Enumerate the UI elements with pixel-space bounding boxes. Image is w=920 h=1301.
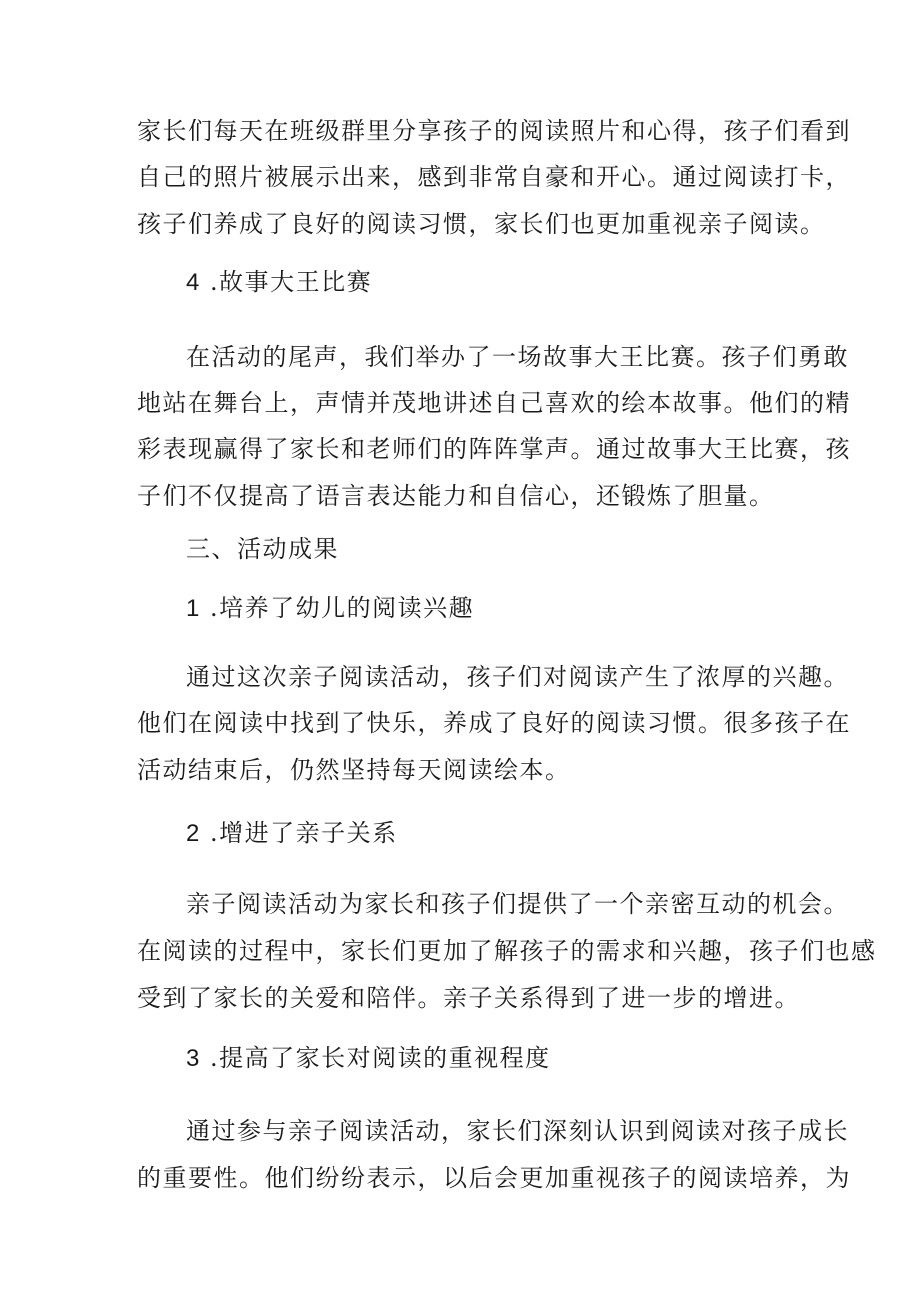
subheading-text: .故事大王比赛 — [200, 268, 373, 296]
subheading-number: 2 — [186, 820, 201, 847]
paragraph-line: 子们不仅提高了语言表达能力和自信心，还锻炼了胆量。 — [137, 482, 775, 510]
subheading-text: .增进了亲子关系 — [200, 819, 398, 847]
subheading-number: 4 — [186, 269, 201, 296]
paragraph-line: 通过这次亲子阅读活动，孩子们对阅读产生了浓厚的兴趣。 — [186, 663, 849, 691]
paragraph-line: 孩子们养成了良好的阅读习惯，家长们也更加重视亲子阅读。 — [137, 210, 826, 238]
paragraph-line: 彩表现赢得了家长和老师们的阵阵掌声。通过故事大王比赛，孩 — [137, 435, 851, 463]
subheading-number: 3 — [186, 1045, 201, 1072]
paragraph-line: 受到了家长的关爱和陪伴。亲子关系得到了进一步的增进。 — [137, 984, 800, 1012]
paragraph-line: 亲子阅读活动为家长和孩子们提供了一个亲密互动的机会。 — [186, 890, 849, 918]
subheading-text: .培养了幼儿的阅读兴趣 — [200, 594, 475, 622]
paragraph-line: 的重要性。他们纷纷表示，以后会更加重视孩子的阅读培养，为 — [137, 1164, 851, 1192]
subheading-parent-attention — [186, 1043, 551, 1074]
subheading-parent-child — [186, 818, 398, 849]
subheading-reading-interest — [186, 593, 474, 624]
paragraph-line: 在阅读的过程中，家长们更加了解孩子的需求和兴趣，孩子们也感 — [137, 937, 877, 965]
paragraph-line: 在活动的尾声，我们举办了一场故事大王比赛。孩子们勇敢 — [186, 343, 849, 371]
paragraph-line: 地站在舞台上，声情并茂地讲述自己喜欢的绘本故事。他们的精 — [137, 389, 851, 417]
subheading-story-contest — [186, 267, 372, 298]
paragraph-line: 通过参与亲子阅读活动，家长们深刻认识到阅读对孩子成长 — [186, 1117, 849, 1145]
section-heading: 三、活动成果 — [186, 535, 339, 563]
paragraph-line: 自己的照片被展示出来，感到非常自豪和开心。通过阅读打卡， — [137, 163, 851, 191]
subheading-number: 1 — [186, 595, 201, 622]
paragraph-line: 家长们每天在班级群里分享孩子的阅读照片和心得，孩子们看到 — [137, 117, 851, 145]
paragraph-line: 他们在阅读中找到了快乐，养成了良好的阅读习惯。很多孩子在 — [137, 709, 851, 737]
subheading-text: .提高了家长对阅读的重视程度 — [200, 1044, 551, 1072]
paragraph-line: 活动结束后，仍然坚持每天阅读绘本。 — [137, 756, 571, 784]
